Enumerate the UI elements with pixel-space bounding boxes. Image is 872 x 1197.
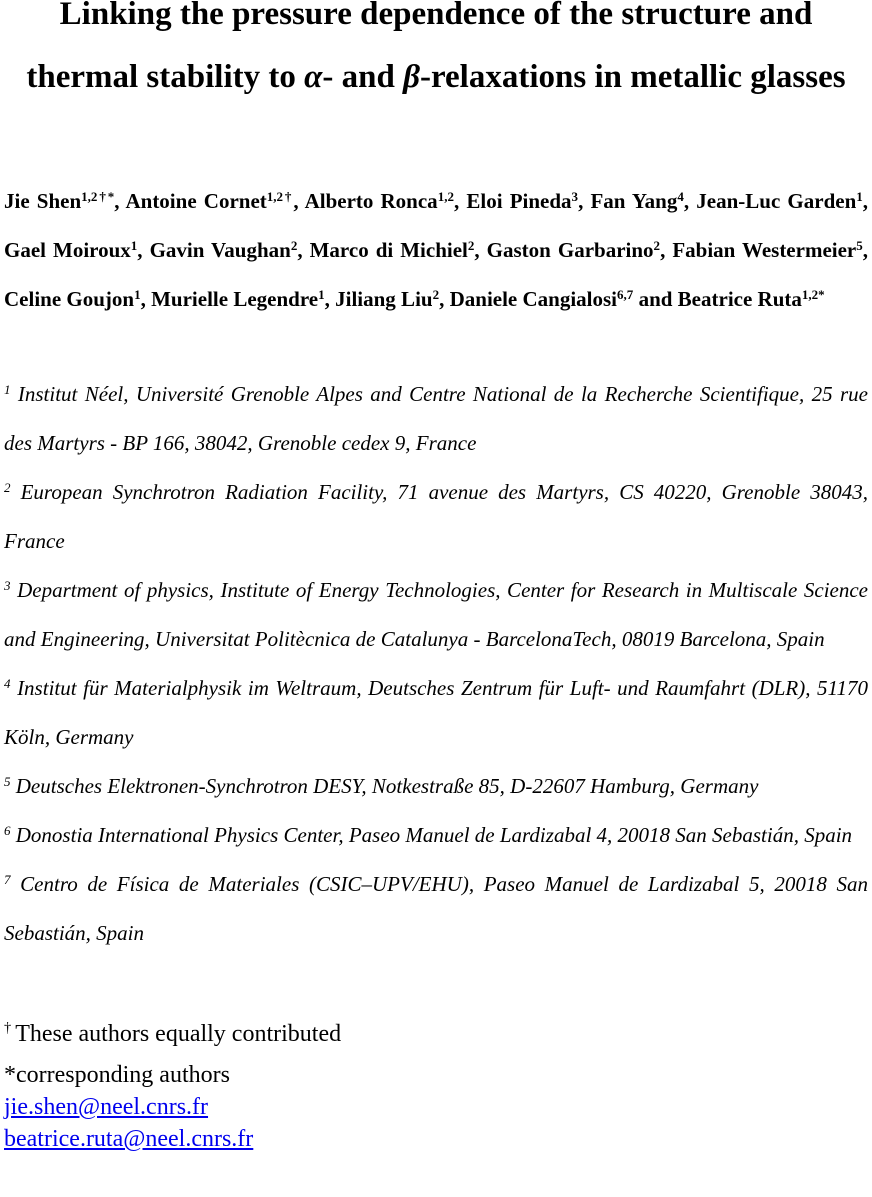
email-line xyxy=(4,1123,868,1155)
author: Daniele Cangialosi$^{6,7}$ xyxy=(449,286,634,311)
affiliation: $^4$ Institut für Materialphysik im Weltraum, Deutsches Zentrum für Luft- und Raumfahrt (DLR), 51170 Köln, Germany xyxy=(4,675,868,749)
affiliation: $^1$ Institut Néel, Université Grenoble Alpes and Centre National de la Recherche Scientifique, 25 rue des Martyrs - BP 166, 38042, Grenoble cedex 9, France xyxy=(4,381,868,455)
author-affiliation-superscript: 2 xyxy=(290,237,298,253)
author-affiliation-superscript: 2 xyxy=(432,286,440,302)
dagger-icon: † xyxy=(4,1020,12,1036)
affiliation-number: 4 xyxy=(4,675,11,691)
footnotes xyxy=(4,1011,868,1155)
author: Marco di Michiel$^2$ xyxy=(309,237,475,262)
paper-title xyxy=(4,0,868,109)
affiliation: $^3$ Department of physics, Institute of Energy Technologies, Center for Research in Multiscale Science and Engineering, Universitat Politècnica de Catalunya - BarcelonaTech, 08019 Barcelona, Spain xyxy=(4,577,868,651)
author-affiliation-superscript: 4 xyxy=(677,188,684,204)
author: Gaston Garbarino$^2$ xyxy=(486,237,661,262)
paper-title-line2-pre: thermal stability to xyxy=(26,59,305,95)
affiliation: $^5$ Deutsches Elektronen-Synchrotron DESY, Notkestraße 85, D-22607 Hamburg, Germany xyxy=(4,773,759,798)
author-affiliation-superscript: 1 xyxy=(856,188,863,204)
equal-contribution-text: These authors equally contributed xyxy=(15,1021,342,1047)
author: Jie Shen$^{1,2\dagger*}$ xyxy=(4,188,115,213)
affiliation: $^2$ European Synchrotron Radiation Facility, 71 avenue des Martyrs, CS 40220, Grenoble 38043, France xyxy=(4,479,868,553)
author: Beatrice Ruta$^{1,2*}$ xyxy=(677,286,825,311)
author: Alberto Ronca$^{1,2}$ xyxy=(304,188,454,213)
author-affiliation-superscript: 6,7 xyxy=(617,286,634,302)
corresponding-authors-note: *corresponding authors xyxy=(4,1062,230,1088)
author-affiliation-superscript: 1 xyxy=(318,286,325,302)
author: Murielle Legendre$^1$ xyxy=(151,286,325,311)
author: Antoine Cornet$^{1,2\dagger}$ xyxy=(125,188,294,213)
author: Celine Goujon$^1$ xyxy=(4,286,141,311)
author: Gavin Vaughan$^2$ xyxy=(149,237,298,262)
affiliation: $^7$ Centro de Física de Materiales (CSIC–UPV/EHU), Paseo Manuel de Lardizabal 5, 20018 San Sebastián, Spain xyxy=(4,871,868,945)
author: Fabian Westermeier$^5$ xyxy=(672,237,863,262)
paper-title-line1 xyxy=(4,0,868,46)
author: Gael Moiroux$^1$ xyxy=(4,237,138,262)
author: Jean-Luc Garden$^1$ xyxy=(696,188,863,213)
affiliation-number: 7 xyxy=(4,871,11,887)
affiliation-number: 2 xyxy=(4,479,11,495)
email-link-jie.shen[interactable]: jie.shen@neel.cnrs.fr xyxy=(4,1094,209,1120)
beta-symbol: β xyxy=(403,59,420,95)
paper-title-line2-post: -relaxations in metallic glasses xyxy=(419,59,846,95)
author-affiliation-superscript: 1,2* xyxy=(801,286,825,302)
author-affiliation-superscript: 1,2† xyxy=(266,188,294,204)
equal-contribution-note xyxy=(4,1011,868,1051)
affiliation-number: 1 xyxy=(4,381,11,397)
author-affiliation-superscript: 3 xyxy=(571,188,579,204)
author: Fan Yang$^4$ xyxy=(590,188,684,213)
author-affiliation-superscript: 1,2†* xyxy=(81,188,115,204)
author: Eloi Pineda$^3$ xyxy=(466,188,579,213)
paper-title-line2 xyxy=(4,46,868,109)
paper-title-line2-mid: - and xyxy=(322,59,404,95)
author-affiliation-superscript: 2 xyxy=(653,237,661,253)
affiliation-number: 6 xyxy=(4,822,11,838)
email-link-beatrice.ruta[interactable]: beatrice.ruta@neel.cnrs.fr xyxy=(4,1126,254,1152)
affiliation-number: 3 xyxy=(4,577,11,593)
affiliation: $^6$ Donostia International Physics Center, Paseo Manuel de Lardizabal 4, 20018 San Sebastián, Spain xyxy=(4,822,853,847)
affiliation-number: 5 xyxy=(4,773,11,789)
paper-title-line1-text: Linking the pressure dependence of the structure and xyxy=(59,0,813,32)
author: Jiliang Liu$^2$ xyxy=(335,286,440,311)
author-affiliation-superscript: 1,2 xyxy=(437,188,454,204)
author-affiliation-superscript: 2 xyxy=(467,237,475,253)
email-line xyxy=(4,1091,868,1123)
alpha-symbol: α xyxy=(304,59,323,95)
author-affiliation-superscript: 1 xyxy=(130,237,138,253)
affiliation-list xyxy=(4,370,868,958)
author-affiliation-superscript: 5 xyxy=(856,237,863,253)
email-list xyxy=(4,1091,868,1155)
author-affiliation-superscript: 1 xyxy=(134,286,141,302)
author-list: Jie Shen$^{1,2\dagger*}$, Antoine Cornet$^{1,2\dagger}$, Alberto Ronca$^{1,2}$, Eloi Pineda$^3$, Fan Yang$^4$, Jean-Luc Garden$^1$, Gael Moiroux$^1$, Gavin Vaughan$^2$, Marco di Michiel$^2$, Gaston Garbarino$^2$, Fabian Westermeier$^5$, Celine Goujon$^1$, Murielle Legendre$^1$, Jiliang Liu$^2$, Daniele Cangialosi$^{6,7}$ and Beatrice Ruta$^{1,2*}$ xyxy=(4,188,869,311)
